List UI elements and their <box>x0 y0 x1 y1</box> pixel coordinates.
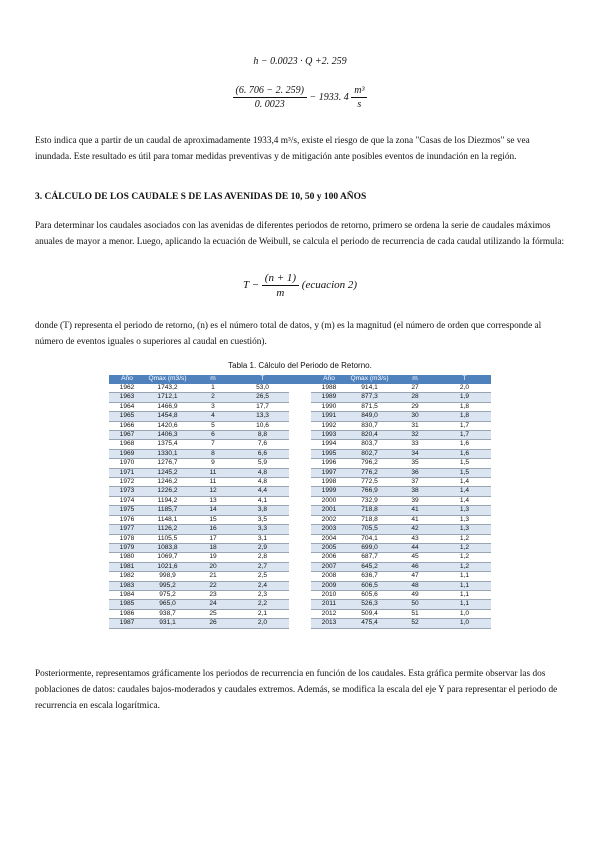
cell-qmax-left: 1226,2 <box>145 487 190 496</box>
equation-q-unit-num: m³ <box>351 85 367 98</box>
cell-year-right: 1993 <box>311 431 347 440</box>
cell-m-left: 14 <box>190 506 236 515</box>
table-gap <box>289 562 311 571</box>
table-row <box>109 572 491 581</box>
cell-year-right: 1996 <box>311 459 347 468</box>
cell-m-left: 5 <box>190 421 236 430</box>
cell-m-right: 52 <box>392 619 438 628</box>
cell-year-left: 1979 <box>109 543 145 552</box>
equation-q-unit <box>351 85 367 110</box>
cell-qmax-left: 1083,8 <box>145 543 190 552</box>
table-gap <box>289 393 311 402</box>
table-gap <box>289 506 311 515</box>
paragraph-weibull: Para determinar los caudales asociados con las avenidas de diferentes periodos de retorno, primero se ordena la serie de caudales máximos anuales de mayor a menor. Luego, aplicando la ecuación de Weibull, se calcula el periodo de recurrencia de cada caudal utilizando la fórmula: <box>35 221 565 247</box>
cell-year-right: 1989 <box>311 393 347 402</box>
equation-q <box>0 85 600 110</box>
cell-t-right: 1,4 <box>438 478 491 487</box>
cell-m-left: 4 <box>190 412 236 421</box>
cell-t-right: 1,5 <box>438 468 491 477</box>
cell-qmax-right: 526,3 <box>347 600 392 609</box>
cell-t-right: 1,5 <box>438 459 491 468</box>
cell-year-left: 1983 <box>109 581 145 590</box>
cell-m-left: 21 <box>190 572 236 581</box>
cell-t-left: 2,8 <box>236 553 289 562</box>
table-gap <box>289 421 311 430</box>
table-gap <box>289 478 311 487</box>
cell-year-left: 1974 <box>109 496 145 505</box>
cell-t-left: 3,5 <box>236 515 289 524</box>
cell-t-right: 1,9 <box>438 393 491 402</box>
cell-year-left: 1964 <box>109 402 145 411</box>
cell-t-left: 2,0 <box>236 619 289 628</box>
table-row <box>109 619 491 628</box>
cell-m-left: 12 <box>190 487 236 496</box>
table-gap <box>289 553 311 562</box>
cell-t-left: 8,8 <box>236 431 289 440</box>
cell-t-left: 4,8 <box>236 468 289 477</box>
cell-qmax-left: 1126,2 <box>145 525 190 534</box>
table-row <box>109 431 491 440</box>
cell-year-right: 1988 <box>311 384 347 393</box>
table-gap <box>289 496 311 505</box>
table-row <box>109 600 491 609</box>
cell-t-right: 1,6 <box>438 440 491 449</box>
header-year-right: Año <box>311 375 347 384</box>
cell-m-right: 31 <box>392 421 438 430</box>
cell-m-right: 36 <box>392 468 438 477</box>
cell-t-right: 1,1 <box>438 581 491 590</box>
equation-t-fraction <box>262 272 299 299</box>
cell-year-left: 1985 <box>109 600 145 609</box>
cell-qmax-left: 998,9 <box>145 572 190 581</box>
cell-t-left: 6,6 <box>236 449 289 458</box>
cell-year-left: 1976 <box>109 515 145 524</box>
cell-m-left: 6 <box>190 431 236 440</box>
table-row <box>109 487 491 496</box>
table-row <box>109 525 491 534</box>
table-gap <box>289 581 311 590</box>
cell-year-right: 1998 <box>311 478 347 487</box>
cell-year-left: 1987 <box>109 619 145 628</box>
table-gap <box>289 515 311 524</box>
cell-m-right: 48 <box>392 581 438 590</box>
table-row <box>109 543 491 552</box>
cell-t-left: 3,1 <box>236 534 289 543</box>
equation-h <box>0 56 600 67</box>
table-caption: Tabla 1. Cálculo del Periodo de Retorno. <box>228 361 372 370</box>
cell-m-left: 3 <box>190 402 236 411</box>
cell-t-right: 1,2 <box>438 543 491 552</box>
cell-year-right: 2008 <box>311 572 347 581</box>
cell-m-right: 47 <box>392 572 438 581</box>
paragraph-graph: Posteriormente, representamos gráficamente los periodos de recurrencia en función de los caudales. Esta gráfica permite observar las dos poblaciones de datos: caudales bajos-moderados y caudales extremos. Además, se modifica la escala del eje Y para representar el periodo de recurrencia en escala logarítmica. <box>35 669 558 711</box>
table-row <box>109 581 491 590</box>
cell-m-right: 43 <box>392 534 438 543</box>
cell-year-right: 2013 <box>311 619 347 628</box>
cell-qmax-right: 732,9 <box>347 496 392 505</box>
cell-t-left: 2,5 <box>236 572 289 581</box>
cell-t-right: 1,8 <box>438 412 491 421</box>
cell-m-left: 11 <box>190 468 236 477</box>
cell-year-left: 1965 <box>109 412 145 421</box>
cell-qmax-right: 796,2 <box>347 459 392 468</box>
cell-year-left: 1972 <box>109 478 145 487</box>
cell-m-right: 39 <box>392 496 438 505</box>
cell-t-left: 3,8 <box>236 506 289 515</box>
cell-qmax-left: 1105,5 <box>145 534 190 543</box>
cell-qmax-right: 766,9 <box>347 487 392 496</box>
cell-m-right: 32 <box>392 431 438 440</box>
cell-year-right: 1999 <box>311 487 347 496</box>
cell-m-left: 16 <box>190 525 236 534</box>
header-qmax-right: Qmax (m3/s) <box>347 375 392 384</box>
cell-m-left: 11 <box>190 478 236 487</box>
cell-year-right: 2001 <box>311 506 347 515</box>
cell-m-right: 49 <box>392 590 438 599</box>
cell-m-right: 30 <box>392 412 438 421</box>
table-row <box>109 534 491 543</box>
cell-m-left: 1 <box>190 384 236 393</box>
cell-year-right: 1994 <box>311 440 347 449</box>
cell-t-left: 17,7 <box>236 402 289 411</box>
cell-m-right: 29 <box>392 402 438 411</box>
header-m-right: m <box>392 375 438 384</box>
cell-year-left: 1986 <box>109 609 145 618</box>
header-gap <box>289 375 311 384</box>
table-row <box>109 515 491 524</box>
cell-qmax-right: 803,7 <box>347 440 392 449</box>
equation-t-lhs: T − <box>242 279 260 292</box>
header-year-left: Año <box>109 375 145 384</box>
cell-qmax-left: 938,7 <box>145 609 190 618</box>
table-gap <box>289 459 311 468</box>
table-gap <box>289 619 311 628</box>
cell-year-right: 2003 <box>311 525 347 534</box>
cell-year-right: 2010 <box>311 590 347 599</box>
equation-q-fraction <box>233 85 307 110</box>
cell-qmax-right: 509,4 <box>347 609 392 618</box>
cell-year-right: 1995 <box>311 449 347 458</box>
cell-m-left: 7 <box>190 440 236 449</box>
cell-year-left: 1978 <box>109 534 145 543</box>
cell-m-left: 18 <box>190 543 236 552</box>
equation-t-denominator: m <box>276 287 285 299</box>
cell-t-right: 1,1 <box>438 590 491 599</box>
cell-qmax-left: 1406,3 <box>145 431 190 440</box>
table-row <box>109 478 491 487</box>
cell-qmax-right: 687,7 <box>347 553 392 562</box>
cell-year-right: 1991 <box>311 412 347 421</box>
cell-m-left: 26 <box>190 619 236 628</box>
cell-qmax-right: 704,1 <box>347 534 392 543</box>
cell-t-right: 1,3 <box>438 515 491 524</box>
cell-qmax-right: 606,5 <box>347 581 392 590</box>
cell-year-right: 1992 <box>311 421 347 430</box>
table-gap <box>289 534 311 543</box>
cell-qmax-right: 802,7 <box>347 449 392 458</box>
cell-qmax-left: 1330,1 <box>145 449 190 458</box>
cell-m-right: 35 <box>392 459 438 468</box>
table-gap <box>289 449 311 458</box>
cell-qmax-right: 772,5 <box>347 478 392 487</box>
cell-qmax-right: 705,5 <box>347 525 392 534</box>
cell-qmax-left: 1245,2 <box>145 468 190 477</box>
cell-m-right: 37 <box>392 478 438 487</box>
cell-year-right: 2012 <box>311 609 347 618</box>
cell-t-right: 1,1 <box>438 572 491 581</box>
cell-m-left: 19 <box>190 553 236 562</box>
cell-m-right: 50 <box>392 600 438 609</box>
cell-m-left: 24 <box>190 600 236 609</box>
cell-t-right: 1,3 <box>438 525 491 534</box>
cell-m-right: 41 <box>392 506 438 515</box>
cell-m-right: 27 <box>392 384 438 393</box>
table-row <box>109 468 491 477</box>
cell-t-right: 1,0 <box>438 609 491 618</box>
return-period-table <box>109 375 491 629</box>
cell-qmax-left: 1021,6 <box>145 562 190 571</box>
cell-t-left: 2,2 <box>236 600 289 609</box>
cell-t-left: 10,6 <box>236 421 289 430</box>
cell-t-right: 1,6 <box>438 449 491 458</box>
cell-m-left: 15 <box>190 515 236 524</box>
equation-q-result: − 1933. 4 <box>309 91 349 103</box>
header-m-left: m <box>190 375 236 384</box>
table-row <box>109 440 491 449</box>
table-row <box>109 459 491 468</box>
cell-qmax-right: 849,0 <box>347 412 392 421</box>
cell-m-left: 23 <box>190 590 236 599</box>
cell-t-right: 1,8 <box>438 402 491 411</box>
table-gap <box>289 525 311 534</box>
header-t-right: T <box>438 375 491 384</box>
cell-m-right: 45 <box>392 553 438 562</box>
table-row <box>109 393 491 402</box>
cell-qmax-right: 820,4 <box>347 431 392 440</box>
cell-t-left: 13,3 <box>236 412 289 421</box>
cell-m-right: 28 <box>392 393 438 402</box>
table-row <box>109 553 491 562</box>
table-gap <box>289 402 311 411</box>
cell-year-right: 2004 <box>311 534 347 543</box>
cell-t-right: 2,0 <box>438 384 491 393</box>
cell-qmax-right: 699,0 <box>347 543 392 552</box>
table-row <box>109 496 491 505</box>
cell-year-left: 1962 <box>109 384 145 393</box>
cell-year-left: 1981 <box>109 562 145 571</box>
cell-year-right: 1990 <box>311 402 347 411</box>
cell-t-left: 7,6 <box>236 440 289 449</box>
cell-year-left: 1963 <box>109 393 145 402</box>
cell-qmax-right: 605,6 <box>347 590 392 599</box>
cell-year-left: 1982 <box>109 572 145 581</box>
cell-t-right: 1,3 <box>438 506 491 515</box>
cell-qmax-left: 1375,4 <box>145 440 190 449</box>
table-gap <box>289 468 311 477</box>
cell-qmax-left: 1194,2 <box>145 496 190 505</box>
cell-m-right: 44 <box>392 543 438 552</box>
cell-t-left: 2,4 <box>236 581 289 590</box>
table-row <box>109 562 491 571</box>
table-body <box>109 384 491 628</box>
cell-t-right: 1,1 <box>438 600 491 609</box>
cell-m-left: 20 <box>190 562 236 571</box>
cell-year-left: 1973 <box>109 487 145 496</box>
equation-q-denominator: 0. 0023 <box>254 99 285 110</box>
table-gap <box>289 543 311 552</box>
cell-t-left: 2,9 <box>236 543 289 552</box>
cell-year-right: 2000 <box>311 496 347 505</box>
cell-m-left: 2 <box>190 393 236 402</box>
cell-year-left: 1975 <box>109 506 145 515</box>
cell-qmax-left: 1454,8 <box>145 412 190 421</box>
cell-year-left: 1970 <box>109 459 145 468</box>
cell-year-left: 1977 <box>109 525 145 534</box>
equation-t-numerator: (n + 1) <box>262 272 299 286</box>
cell-t-right: 1,7 <box>438 431 491 440</box>
cell-t-left: 2,1 <box>236 609 289 618</box>
cell-qmax-right: 871,5 <box>347 402 392 411</box>
equation-h-text: h − 0.0023 · Q +2. 259 <box>253 56 347 67</box>
cell-year-right: 2011 <box>311 600 347 609</box>
cell-qmax-left: 1069,7 <box>145 553 190 562</box>
cell-qmax-right: 914,1 <box>347 384 392 393</box>
cell-year-left: 1969 <box>109 449 145 458</box>
cell-m-left: 13 <box>190 496 236 505</box>
paragraph-definitions: donde (T) representa el periodo de retorno, (n) es el número total de datos, y (m) es la magnitud (el número de orden que corresponde al número de eventos iguales o superiores al caudal en cuestión). <box>35 321 542 347</box>
cell-m-right: 33 <box>392 440 438 449</box>
equation-t <box>0 272 600 299</box>
equation-q-unit-den: s <box>357 99 362 110</box>
cell-m-right: 42 <box>392 525 438 534</box>
cell-t-left: 4,8 <box>236 478 289 487</box>
cell-year-right: 2007 <box>311 562 347 571</box>
cell-qmax-left: 1276,7 <box>145 459 190 468</box>
cell-qmax-right: 830,7 <box>347 421 392 430</box>
cell-year-left: 1971 <box>109 468 145 477</box>
header-t-left: T <box>236 375 289 384</box>
table-row <box>109 402 491 411</box>
cell-qmax-left: 1712,1 <box>145 393 190 402</box>
table-row <box>109 421 491 430</box>
cell-year-right: 2006 <box>311 553 347 562</box>
cell-m-right: 41 <box>392 515 438 524</box>
table-row <box>109 449 491 458</box>
cell-m-right: 46 <box>392 562 438 571</box>
cell-qmax-left: 965,0 <box>145 600 190 609</box>
cell-qmax-left: 975,2 <box>145 590 190 599</box>
table-row <box>109 506 491 515</box>
cell-qmax-right: 718,8 <box>347 506 392 515</box>
table-gap <box>289 440 311 449</box>
cell-qmax-left: 1148,1 <box>145 515 190 524</box>
table-gap <box>289 431 311 440</box>
cell-m-left: 17 <box>190 534 236 543</box>
table-row <box>109 384 491 393</box>
table-gap <box>289 487 311 496</box>
cell-year-left: 1980 <box>109 553 145 562</box>
equation-t-label: (ecuacion 2) <box>301 279 358 292</box>
table-row <box>109 412 491 421</box>
cell-qmax-left: 1246,2 <box>145 478 190 487</box>
table-row <box>109 609 491 618</box>
table-header-row <box>109 375 491 384</box>
cell-year-left: 1984 <box>109 590 145 599</box>
table-gap <box>289 412 311 421</box>
table-gap <box>289 384 311 393</box>
cell-qmax-right: 776,2 <box>347 468 392 477</box>
table-gap <box>289 590 311 599</box>
cell-year-right: 2009 <box>311 581 347 590</box>
cell-t-right: 1,0 <box>438 619 491 628</box>
cell-t-right: 1,2 <box>438 534 491 543</box>
cell-t-left: 2,7 <box>236 562 289 571</box>
cell-year-right: 1997 <box>311 468 347 477</box>
header-qmax-left: Qmax (m3/s) <box>145 375 190 384</box>
cell-t-left: 4,1 <box>236 496 289 505</box>
cell-t-left: 4,4 <box>236 487 289 496</box>
cell-qmax-left: 995,2 <box>145 581 190 590</box>
cell-m-right: 34 <box>392 449 438 458</box>
cell-qmax-left: 1743,2 <box>145 384 190 393</box>
cell-qmax-right: 718,8 <box>347 515 392 524</box>
paragraph-inundation: Esto indica que a partir de un caudal de aproximadamente 1933,4 m³/s, existe el riesgo de que la zona "Casas de los Diezmos" se vea inundada. Este resultado es útil para tomar medidas preventivas y de mitigación ante posibles eventos de inundación en la región. <box>35 136 530 162</box>
cell-qmax-left: 1420,6 <box>145 421 190 430</box>
equation-q-numerator: (6. 706 − 2. 259) <box>233 85 307 98</box>
cell-year-left: 1968 <box>109 440 145 449</box>
cell-m-left: 8 <box>190 449 236 458</box>
cell-m-right: 51 <box>392 609 438 618</box>
section-heading: 3. CÁLCULO DE LOS CAUDALE S DE LAS AVENIDAS DE 10, 50 y 100 AÑOS <box>35 192 367 202</box>
table-gap <box>289 609 311 618</box>
cell-t-left: 53,0 <box>236 384 289 393</box>
cell-qmax-left: 931,1 <box>145 619 190 628</box>
cell-t-left: 5,9 <box>236 459 289 468</box>
cell-m-left: 22 <box>190 581 236 590</box>
cell-t-right: 1,4 <box>438 487 491 496</box>
cell-qmax-left: 1466,9 <box>145 402 190 411</box>
cell-m-left: 9 <box>190 459 236 468</box>
cell-t-right: 1,2 <box>438 553 491 562</box>
cell-t-right: 1,7 <box>438 421 491 430</box>
table-gap <box>289 600 311 609</box>
table-gap <box>289 572 311 581</box>
cell-t-left: 26,5 <box>236 393 289 402</box>
cell-year-left: 1967 <box>109 431 145 440</box>
cell-m-left: 25 <box>190 609 236 618</box>
cell-qmax-right: 645,2 <box>347 562 392 571</box>
cell-qmax-left: 1185,7 <box>145 506 190 515</box>
table-row <box>109 590 491 599</box>
cell-year-right: 2002 <box>311 515 347 524</box>
cell-t-right: 1,2 <box>438 562 491 571</box>
cell-qmax-right: 877,3 <box>347 393 392 402</box>
cell-qmax-right: 636,7 <box>347 572 392 581</box>
cell-year-right: 2005 <box>311 543 347 552</box>
cell-qmax-right: 475,4 <box>347 619 392 628</box>
cell-t-left: 3,3 <box>236 525 289 534</box>
cell-year-left: 1966 <box>109 421 145 430</box>
cell-m-right: 38 <box>392 487 438 496</box>
cell-t-right: 1,4 <box>438 496 491 505</box>
cell-t-left: 2,3 <box>236 590 289 599</box>
